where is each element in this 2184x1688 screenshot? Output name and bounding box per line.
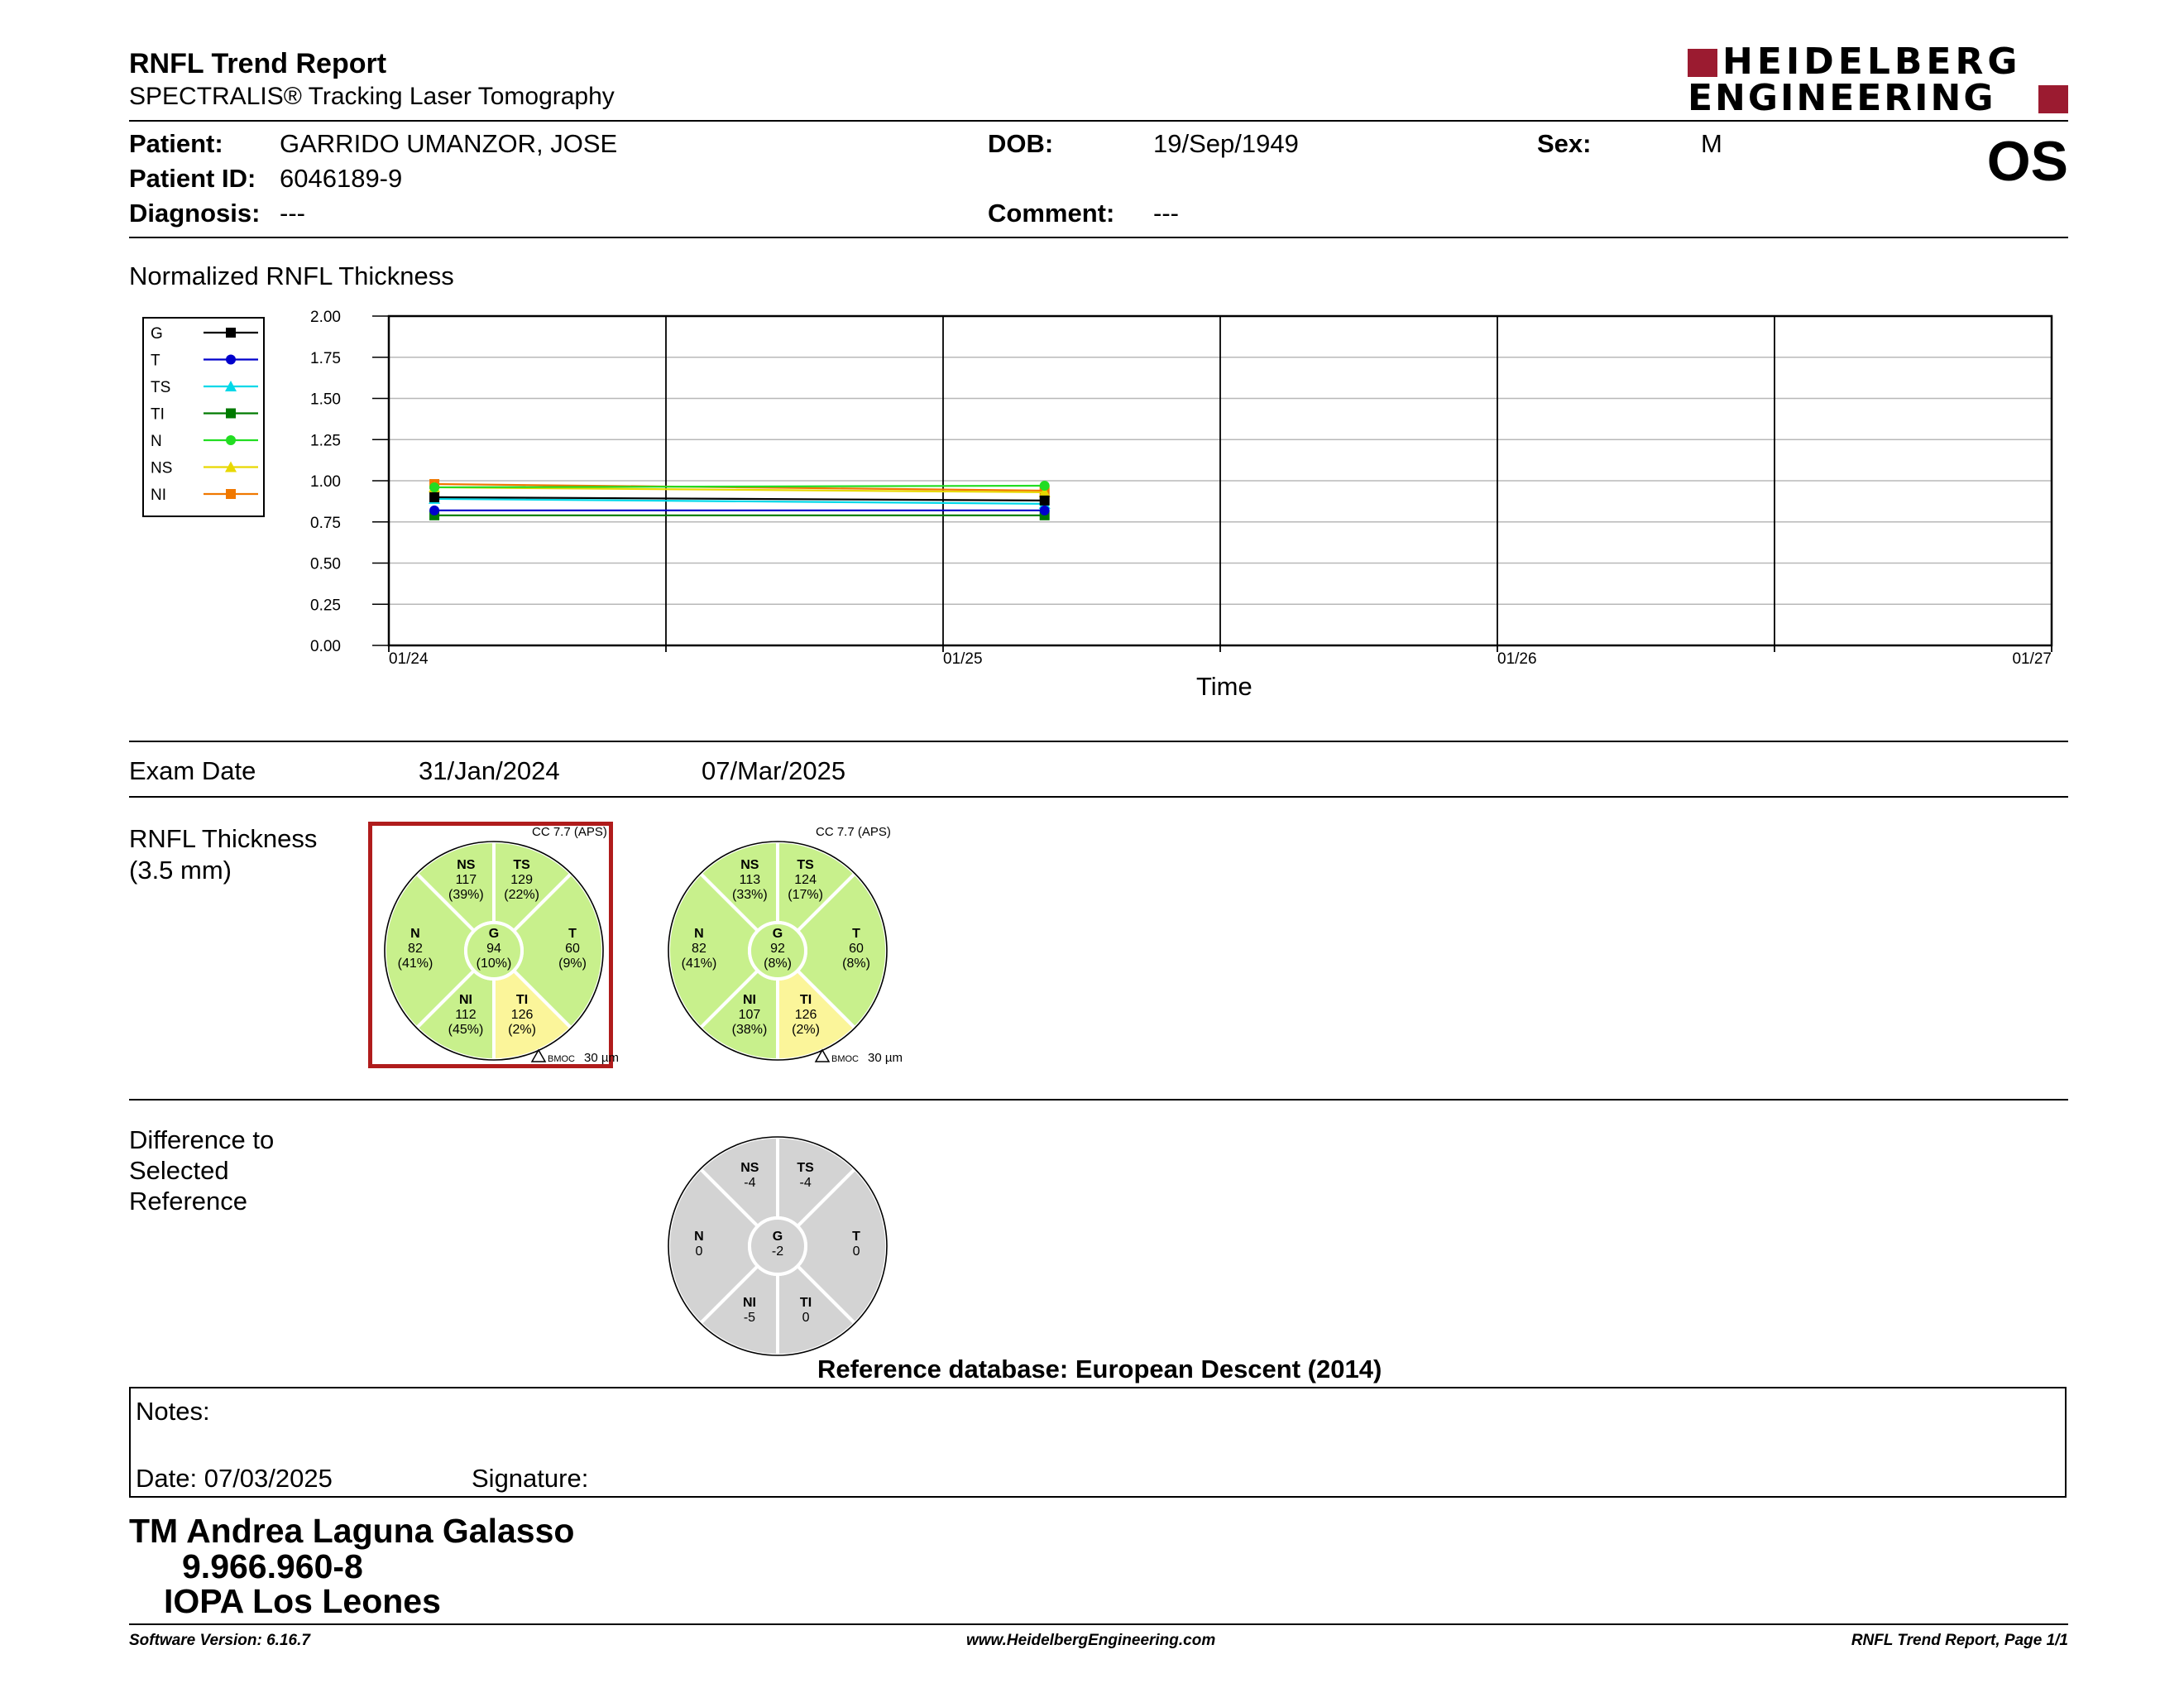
- y-tick-label: 2.00: [310, 309, 341, 326]
- data-point: [429, 482, 439, 492]
- bmoc-value: 30 µm: [584, 1051, 619, 1065]
- sector-value: (9%): [558, 957, 587, 971]
- label-g: [772, 1230, 783, 1259]
- difference-label-2: Selected: [129, 1156, 229, 1185]
- sector-name: TI: [799, 993, 812, 1008]
- thickness-divider: [129, 1099, 2068, 1101]
- chart-legend: [143, 318, 264, 516]
- sector-value: (2%): [792, 1023, 820, 1038]
- patient-id-value: 6046189-9: [280, 164, 403, 193]
- sector-name: TS: [513, 857, 530, 872]
- y-tick-label: 1.25: [310, 432, 341, 450]
- series-ti: [429, 511, 1050, 520]
- sector-value: 60: [849, 942, 864, 956]
- dob-value: 19/Sep/1949: [1153, 129, 1299, 158]
- bmoc-label: BMOC: [831, 1054, 859, 1064]
- thickness-label-1: RNFL Thickness: [129, 824, 318, 853]
- sex-label: Sex:: [1537, 129, 1592, 158]
- report-subtitle: SPECTRALIS® Tracking Laser Tomography: [129, 83, 615, 110]
- y-tick-label: 1.00: [310, 473, 341, 491]
- data-point: [429, 492, 439, 502]
- y-tick-label: 1.50: [310, 391, 341, 409]
- sector-value: (2%): [508, 1023, 536, 1038]
- data-point: [226, 409, 236, 419]
- data-point: [226, 435, 236, 445]
- signature-label: Signature:: [472, 1464, 589, 1493]
- series-t: [429, 506, 1050, 516]
- sex-value: M: [1701, 129, 1722, 158]
- sector-value: -4: [799, 1175, 812, 1190]
- comment-label: Comment:: [988, 199, 1115, 228]
- patient-label: Patient:: [129, 129, 223, 158]
- diagnosis-value: ---: [280, 199, 305, 228]
- sector-value: 117: [455, 872, 477, 887]
- dob-label: DOB:: [988, 129, 1054, 158]
- legend-label: TI: [151, 405, 165, 424]
- sector-name: G: [772, 927, 783, 941]
- label-n: [694, 1230, 704, 1259]
- legend-label: NS: [151, 459, 173, 477]
- footer-divider: [129, 1623, 2068, 1625]
- bmoc-label: BMOC: [548, 1054, 575, 1064]
- label-t: [852, 1230, 860, 1259]
- trend-chart: [0, 0, 2184, 728]
- sector-name: N: [410, 927, 420, 941]
- sector-name: TS: [797, 857, 814, 872]
- operator-id: 9.966.960-8: [182, 1547, 363, 1585]
- sector-value: (8%): [764, 957, 792, 971]
- legend-label: TS: [151, 379, 171, 396]
- diagnosis-label: Diagnosis:: [129, 199, 261, 228]
- difference-circle: [652, 1134, 908, 1365]
- cc-label: CC 7.7 (APS): [532, 825, 607, 839]
- sector-name: T: [852, 927, 860, 941]
- exam-date-label: Exam Date: [129, 756, 256, 785]
- sector-value: 126: [510, 1008, 534, 1023]
- sector-value: (45%): [448, 1023, 484, 1038]
- sector-value: 0: [852, 1244, 860, 1259]
- bmoc-value: 30 µm: [868, 1051, 903, 1065]
- thickness-label-2: (3.5 mm): [129, 856, 232, 885]
- sector-value: -2: [771, 1244, 784, 1259]
- sector-name: NI: [742, 993, 756, 1008]
- x-tick-label: 01/25: [943, 650, 983, 668]
- chart-divider: [129, 741, 2068, 742]
- sector-value: (33%): [732, 887, 768, 902]
- sector-value: -4: [744, 1175, 756, 1190]
- y-tick-label: 0.25: [310, 597, 341, 615]
- sector-value: (17%): [788, 887, 823, 902]
- sector-value: (38%): [731, 1023, 768, 1038]
- data-point: [429, 506, 439, 516]
- sector-value: -5: [743, 1311, 756, 1326]
- sector-value: 113: [739, 872, 761, 887]
- difference-label-1: Difference to: [129, 1125, 275, 1154]
- x-axis-label: Time: [1196, 672, 1252, 701]
- sector-value: 92: [770, 942, 785, 956]
- website-link[interactable]: www.HeidelbergEngineering.com: [966, 1632, 1216, 1649]
- sector-name: NS: [740, 1160, 759, 1175]
- sector-value: (41%): [397, 957, 433, 971]
- sector-name: T: [852, 1230, 860, 1244]
- sector-value: (22%): [504, 887, 539, 902]
- logo-line-1: HEIDELBERG: [1722, 41, 2022, 83]
- x-tick-label: 01/24: [389, 650, 429, 668]
- sector-name: N: [694, 927, 704, 941]
- sector-name: G: [488, 927, 500, 941]
- sector-value: 0: [802, 1311, 810, 1326]
- y-tick-label: 0.75: [310, 514, 341, 532]
- exam-divider: [129, 796, 2068, 798]
- comment-value: ---: [1153, 199, 1179, 228]
- exam-date-1: 31/Jan/2024: [419, 756, 560, 785]
- sector-value: 129: [510, 872, 533, 887]
- data-point: [226, 328, 236, 338]
- sector-name: NI: [458, 993, 472, 1008]
- sector-name: T: [568, 927, 577, 941]
- sector-name: NS: [740, 857, 759, 872]
- sector-name: TS: [797, 1160, 814, 1175]
- sector-name: TI: [515, 993, 529, 1008]
- legend-label: G: [151, 325, 163, 343]
- sector-value: 60: [565, 942, 580, 956]
- software-version: Software Version: 6.16.7: [129, 1632, 310, 1649]
- operator-name: TM Andrea Laguna Galasso: [129, 1512, 575, 1550]
- sector-name: G: [772, 1230, 783, 1244]
- operator-org: IOPA Los Leones: [164, 1582, 441, 1620]
- data-point: [1040, 496, 1050, 506]
- sector-value: (8%): [842, 957, 870, 971]
- legend-label: N: [151, 433, 162, 450]
- eye-label: OS: [1986, 130, 2068, 193]
- rnfl-circle-exam-2: [652, 822, 908, 1074]
- sector-name: NI: [742, 1296, 756, 1311]
- sector-value: 107: [738, 1008, 761, 1023]
- notes-date: Date: 07/03/2025: [136, 1464, 333, 1493]
- data-point: [1040, 506, 1050, 516]
- y-tick-label: 0.50: [310, 555, 341, 573]
- sector-value: 0: [695, 1244, 703, 1259]
- sector-value: 82: [408, 942, 423, 956]
- chart-title: Normalized RNFL Thickness: [129, 261, 454, 290]
- sector-value: 82: [692, 942, 706, 956]
- x-tick-label: 01/27: [2012, 650, 2052, 668]
- reference-database: Reference database: European Descent (2014): [817, 1355, 1382, 1383]
- sector-value: (10%): [476, 957, 512, 971]
- notes-box[interactable]: [129, 1387, 2067, 1498]
- page-number: RNFL Trend Report, Page 1/1: [1851, 1632, 2068, 1649]
- label-ni: [743, 1296, 756, 1325]
- data-point: [1040, 481, 1050, 491]
- y-tick-label: 0.00: [310, 638, 341, 655]
- legend-label: T: [151, 352, 160, 370]
- patient-id-label: Patient ID:: [129, 164, 256, 193]
- data-point: [226, 355, 236, 365]
- sector-name: N: [694, 1230, 704, 1244]
- legend-label: NI: [151, 487, 166, 504]
- rnfl-circle-exam-1[interactable]: [368, 822, 625, 1074]
- logo-line-2: ENGINEERING: [1688, 77, 1996, 119]
- sector-value: (41%): [681, 957, 717, 971]
- sector-value: 94: [486, 942, 501, 956]
- sector-value: 112: [455, 1008, 477, 1023]
- cc-label: CC 7.7 (APS): [816, 825, 891, 839]
- report-title: RNFL Trend Report: [129, 48, 387, 79]
- sector-name: NS: [457, 857, 476, 872]
- difference-label-3: Reference: [129, 1187, 248, 1216]
- sector-value: 126: [794, 1008, 817, 1023]
- x-tick-label: 01/26: [1497, 650, 1537, 668]
- sector-value: (39%): [448, 887, 484, 902]
- patient-name: GARRIDO UMANZOR, JOSE: [280, 129, 618, 158]
- data-point: [226, 489, 236, 499]
- exam-date-2: 07/Mar/2025: [702, 756, 846, 785]
- sector-name: TI: [799, 1296, 812, 1311]
- sector-value: 124: [794, 872, 817, 887]
- notes-label: Notes:: [136, 1397, 210, 1426]
- y-tick-label: 1.75: [310, 349, 341, 367]
